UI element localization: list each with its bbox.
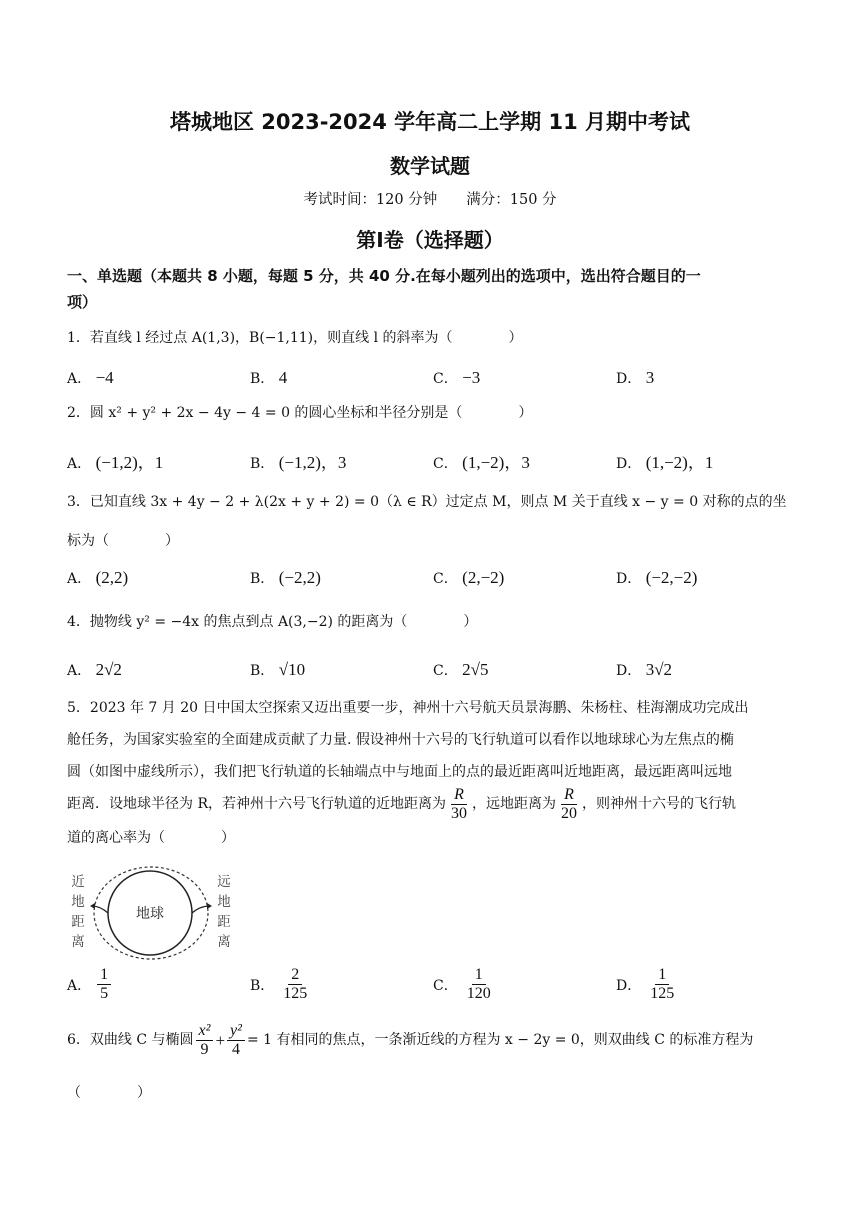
option-label: B． [250,663,275,679]
q5-near-fraction [448,786,470,824]
option-label: B． [250,977,275,994]
option-label: D． [616,977,642,994]
far-arrowhead [207,903,212,909]
option-value: (−2,−2) [645,568,698,587]
question-3-stem-line2: 标为（ ） [67,533,179,549]
q1-option-a [67,368,114,388]
fraction-numerator: R [451,786,467,805]
fraction-numerator: y² [227,1022,245,1041]
option-fraction [647,966,677,1004]
near-label-char: 距 [71,914,85,930]
option-value: (2,2) [95,568,129,587]
exam-title: 塔城地区 2023-2024 学年高二上学期 11 月期中考试 [169,110,691,134]
near-label-char: 离 [71,934,85,950]
fraction-denominator: 30 [451,805,467,823]
fraction-numerator: 1 [655,966,669,985]
q2-option-a [67,448,163,473]
option-label: C． [433,571,458,587]
question-2-stem: 2．圆 x² + y² + 2x − 4y − 4 = 0 的圆心坐标和半径分别是（ ） [67,405,533,421]
option-label: D． [616,371,642,387]
q1-option-d [616,368,654,388]
q4-option-d [616,660,672,680]
option-label: D． [616,663,642,679]
option-label: A． [67,371,92,387]
far-label-char: 地 [217,894,231,910]
fraction-numerator: x² [196,1022,214,1041]
question-5-line2: 舱任务，为国家实验室的全面建成贡献了力量. 假设神州十六号的飞行轨道可以看作以地球球心为左焦点的椭 [67,732,734,748]
fraction-numerator: R [561,786,577,805]
option-value: 3√2 [645,660,673,679]
option-label: D． [616,571,642,587]
option-value: 2√5 [462,660,489,679]
q2-option-c [433,448,530,473]
q3-option-c [433,568,504,588]
question-3-stem-line1: 3．已知直线 3x + 4y − 2 + λ(2x + y + 2) = 0（λ ∈ R）过定点 M，则点 M 关于直线 x − y = 0 对称的点的坐 [67,494,787,510]
option-label: A． [67,456,92,472]
near-label-char: 近 [71,874,85,890]
question-4-stem: 4．抛物线 y² = −4x 的焦点到点 A(3,−2) 的距离为（ ） [67,614,478,630]
question-1-stem: 1．若直线 l 经过点 A(1,3)，B(−1,11)，则直线 l 的斜率为（ ） [67,330,523,346]
q3-option-b [250,568,321,588]
q5-line4-text-c: ，则神州十六号的飞行轨 [582,796,736,813]
question-6-stem [67,1022,753,1060]
volume-title: 第Ⅰ卷（选择题） [356,228,504,252]
option-value: (−2,2) [278,568,321,587]
q5-line4-text-b: ，远地距离为 [472,796,556,813]
option-value: (1,−2)，1 [645,453,714,472]
q5-option-d [616,966,677,1004]
option-label: B． [250,571,275,587]
question-6-blank: （ ） [67,1085,151,1101]
question-5-line3: 圆（如图中虚线所示），我们把飞行轨道的长轴端点中与地面上的点的最近距离叫近地距离，最远距离叫远地 [67,764,732,780]
option-value: (−1,2)，3 [278,453,347,472]
plus-sign: + [215,1030,226,1050]
option-value: 4 [278,368,288,387]
q1-option-c [433,368,480,388]
far-distance-label [217,874,231,950]
q4-option-c [433,660,489,680]
option-label: C． [433,663,458,679]
q6-fraction-y [227,1022,245,1060]
near-distance-label [71,874,85,950]
far-label-char: 距 [217,914,231,930]
option-label: C． [433,371,458,387]
far-label-char: 离 [217,934,231,950]
fraction-denominator: 5 [100,985,109,1003]
orbit-diagram [64,862,244,962]
exam-info: 考试时间：120 分钟 满分：150 分 [303,192,557,208]
option-value: −3 [462,368,481,387]
q5-option-a [67,966,111,1004]
option-value: −4 [95,368,114,387]
q2-option-d [616,448,713,473]
fraction-numerator: 1 [97,966,111,985]
option-value: (−1,2)，1 [95,453,164,472]
option-label: D． [616,456,642,472]
fraction-numerator: 1 [472,966,486,985]
q5-line4-text-a: 距离．设地球半径为 R，若神州十六号飞行轨道的近地距离为 [67,796,446,813]
q3-option-a [67,568,128,588]
option-fraction [280,966,310,1004]
fraction-denominator: 4 [231,1041,240,1059]
option-value: (1,−2)，3 [462,453,530,472]
q1-option-b [250,368,287,388]
option-label: B． [250,456,275,472]
fraction-denominator: 125 [283,985,308,1003]
option-fraction [464,966,494,1004]
question-5-line5: 道的离心率为（ ） [67,830,235,846]
section-heading-line1: 一、单选题（本题共 8 小题，每题 5 分，共 40 分.在每小题列出的选项中，选出符合题目的一 [67,267,701,285]
earth-label: 地球 [136,906,164,922]
option-value: 2√2 [95,660,122,679]
question-5-line1: 5．2023 年 7 月 20 日中国太空探索又迈出重要一步，神州十六号航天员景海鹏、朱杨柱、桂海潮成功完成出 [67,700,749,716]
q2-option-b [250,448,346,473]
near-label-char: 地 [71,894,85,910]
question-5-line4 [67,786,736,824]
q6-text-a: 6．双曲线 C 与椭圆 [67,1032,194,1049]
section-heading-line2: 项） [67,293,98,311]
near-arrowhead [90,903,95,909]
q4-option-a [67,660,122,680]
q5-far-fraction [558,786,580,824]
q5-option-b [250,966,310,1004]
option-label: A． [67,571,92,587]
fraction-denominator: 20 [561,805,577,823]
q4-option-b [250,660,305,680]
fraction-denominator: 9 [200,1041,209,1059]
option-label: A． [67,663,92,679]
option-value: 3 [645,368,655,387]
exam-subtitle: 数学试题 [390,154,470,178]
q3-option-d [616,568,697,588]
far-label-char: 远 [217,874,231,890]
q6-text-b: = 1 有相同的焦点，一条渐近线的方程为 x − 2y = 0，则双曲线 C 的标准方程为 [246,1032,754,1049]
option-label: C． [433,456,458,472]
option-label: B． [250,371,275,387]
fraction-numerator: 2 [288,966,302,985]
option-value: √10 [278,660,306,679]
option-value: (2,−2) [462,568,505,587]
fraction-denominator: 120 [466,985,491,1003]
fraction-denominator: 125 [650,985,675,1003]
q6-fraction-x [196,1022,214,1060]
q5-option-c [433,966,494,1004]
option-fraction [97,966,111,1004]
option-label: C． [433,977,458,994]
option-label: A． [67,977,92,994]
